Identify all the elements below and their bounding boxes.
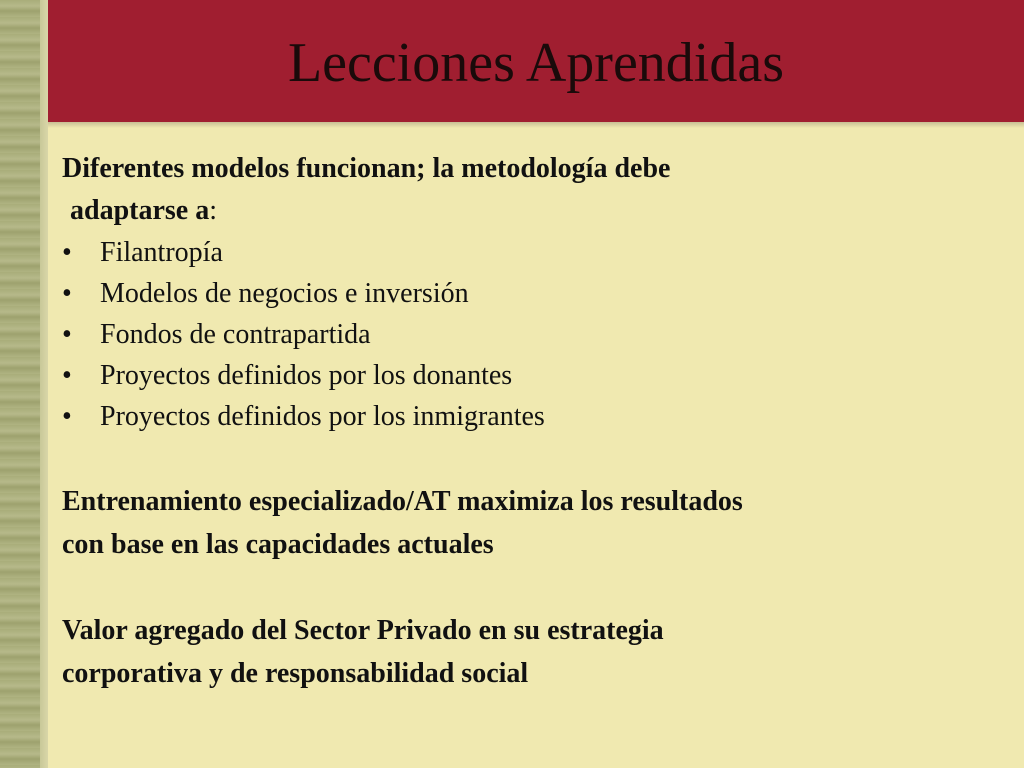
section1-bullet-list — [62, 232, 1002, 437]
bullet-icon: • — [62, 319, 72, 350]
list-item-text: Modelos de negocios e inversión — [100, 278, 469, 309]
list-item — [62, 232, 1002, 273]
bullet-icon: • — [62, 360, 72, 391]
list-item — [62, 355, 1002, 396]
section2-line1: Entrenamiento especializado/AT maximiza los resultados — [62, 486, 743, 517]
bullet-icon: • — [62, 401, 72, 432]
section1-heading-colon: : — [209, 195, 218, 226]
section3-line2: corporativa y de responsabilidad social — [62, 658, 529, 689]
list-item-text: Proyectos definidos por los donantes — [100, 360, 513, 391]
list-item-text: Proyectos definidos por los inmigrantes — [100, 401, 545, 432]
section1-heading — [62, 148, 1002, 232]
section2-paragraph — [62, 480, 1002, 566]
left-decorative-strip — [0, 0, 40, 768]
list-item — [62, 396, 1002, 437]
left-strip-edge — [40, 0, 48, 768]
slide-content — [62, 148, 1002, 695]
section1-heading-line2 — [62, 190, 217, 232]
bullet-icon: • — [62, 278, 72, 309]
section2-line2: con base en las capacidades actuales — [62, 529, 494, 560]
list-item-text: Filantropía — [100, 237, 223, 268]
list-item-text: Fondos de contrapartida — [100, 319, 371, 350]
section3-line1: Valor agregado del Sector Privado en su estrategia — [62, 615, 664, 646]
list-item — [62, 273, 1002, 314]
section1-heading-line1: Diferentes modelos funcionan; la metodología debe — [62, 153, 671, 184]
slide-title: Lecciones Aprendidas — [287, 32, 785, 94]
section3-paragraph — [62, 609, 1002, 695]
bullet-icon: • — [62, 237, 72, 268]
title-bar-shadow — [48, 122, 1024, 128]
section1-heading-line2-text: adaptarse a — [70, 195, 210, 226]
list-item — [62, 314, 1002, 355]
